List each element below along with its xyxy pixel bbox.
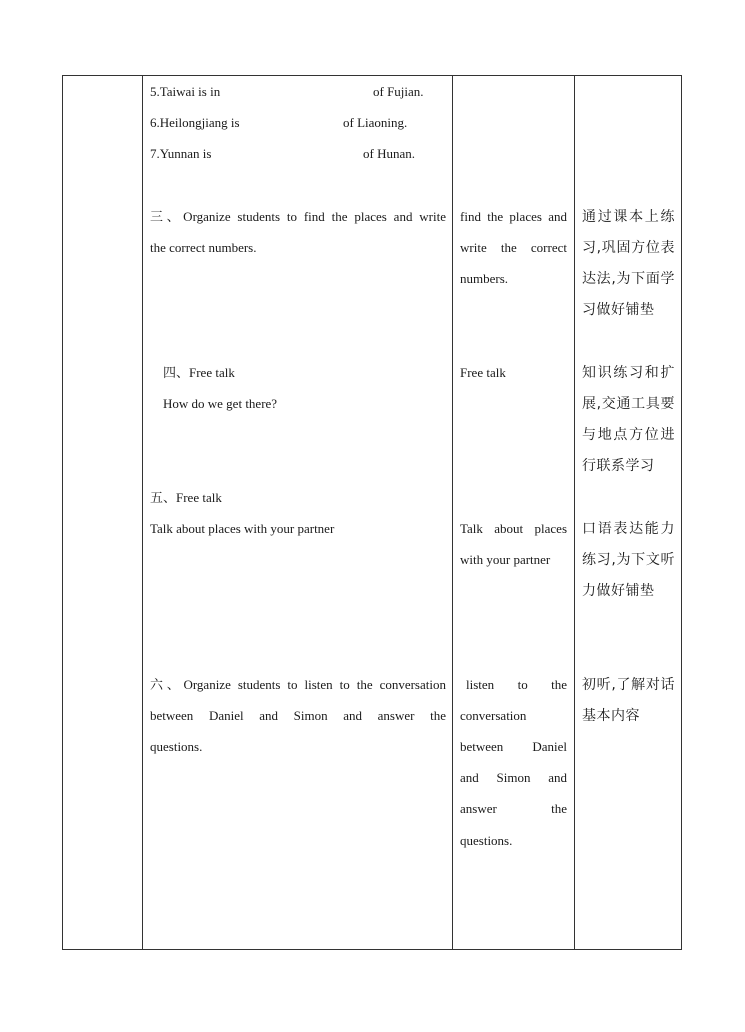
- s3-student-line2: write the correct: [460, 240, 567, 255]
- s4-student: Free talk: [460, 365, 506, 380]
- s6-student-line2: conversation: [460, 708, 527, 723]
- s3-student-line3: numbers.: [460, 271, 509, 286]
- s3-purpose-line2: 习,巩固方位表: [582, 240, 675, 256]
- s4-purpose-line1: 知识练习和扩: [582, 365, 675, 381]
- s5-line: Talk about places with your partner: [150, 521, 335, 536]
- s6-teacher-line1: 六、Organize students to listen to the conversation: [150, 677, 446, 692]
- s5-purpose-line2: 练习,为下文听: [582, 552, 675, 568]
- s3-purpose-line1: 通过课本上练: [582, 209, 675, 225]
- col-border-3: [574, 75, 575, 950]
- s4-purpose-line2: 展,交通工具要: [582, 396, 675, 412]
- col-border-1: [142, 75, 143, 950]
- table-top-border: [62, 75, 682, 76]
- s6-student-line1: listen to the: [466, 677, 567, 692]
- s4-heading: 四、Free talk: [163, 365, 235, 380]
- s3-purpose-line4: 习做好铺垫: [582, 302, 655, 318]
- s6-purpose-line2: 基本内容: [582, 708, 640, 724]
- s3-purpose-line3: 达法,为下面学: [582, 271, 675, 287]
- s6-student-line4: and Simon and: [460, 770, 567, 785]
- s6-teacher-line3: questions.: [150, 739, 203, 754]
- s6-student-line5: answer the: [460, 801, 567, 816]
- s6-student-line3: between Daniel: [460, 739, 567, 754]
- s6-teacher-line2: between Daniel and Simon and answer the: [150, 708, 446, 723]
- s3-teacher-line2: the correct numbers.: [150, 240, 257, 255]
- s4-question: How do we get there?: [163, 396, 278, 411]
- row5-end: of Fujian.: [373, 84, 424, 99]
- s5-student-line1: Talk about places: [460, 521, 567, 536]
- s3-student-line1: find the places and: [460, 209, 567, 224]
- row6-start: 6.Heilongjiang is: [150, 115, 240, 130]
- row6-end: of Liaoning.: [343, 115, 408, 130]
- s6-purpose-line1: 初听,了解对话: [582, 677, 675, 693]
- row7-end: of Hunan.: [363, 146, 415, 161]
- s3-teacher-line1: 三、Organize students to find the places and write: [150, 209, 446, 224]
- s4-purpose-line4: 行联系学习: [582, 458, 655, 474]
- table-bottom-border: [62, 949, 682, 950]
- col-border-4: [681, 75, 682, 950]
- s4-purpose-line3: 与地点方位进: [582, 427, 675, 443]
- s6-student-line6: questions.: [460, 833, 513, 848]
- col-border-2: [452, 75, 453, 950]
- s5-heading: 五、Free talk: [150, 490, 222, 505]
- col-border-0: [62, 75, 63, 950]
- row7-start: 7.Yunnan is: [150, 146, 212, 161]
- s5-student-line2: with your partner: [460, 552, 551, 567]
- row5-start: 5.Taiwai is in: [150, 84, 221, 99]
- s5-purpose-line3: 力做好铺垫: [582, 583, 655, 599]
- s5-purpose-line1: 口语表达能力: [582, 521, 675, 537]
